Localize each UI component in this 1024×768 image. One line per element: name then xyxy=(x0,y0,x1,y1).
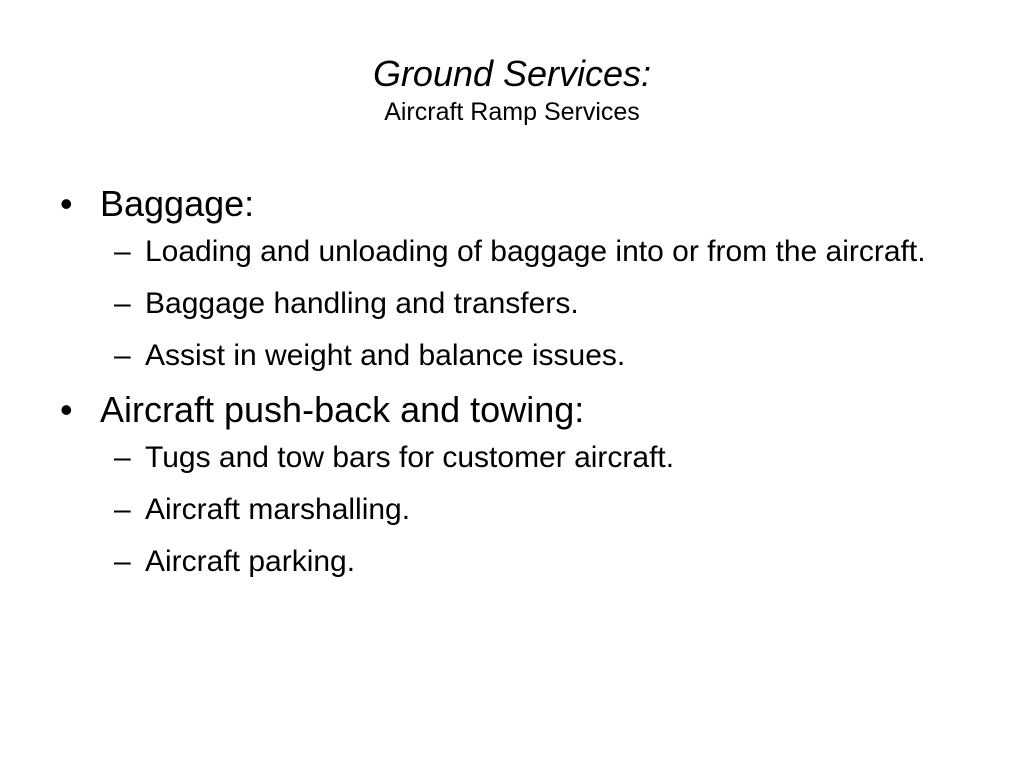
sub-bullet xyxy=(60,542,960,582)
dash-icon: – xyxy=(114,235,131,268)
slide-content xyxy=(60,182,960,594)
sub-bullet xyxy=(60,336,960,376)
dash-icon: – xyxy=(114,287,131,320)
slide-title: Ground Services: xyxy=(372,53,652,94)
bullet-icon: • xyxy=(60,183,73,224)
sub-bullet-text: Loading and unloading of baggage into or from the aircraft. xyxy=(145,235,926,268)
sub-bullet xyxy=(60,438,960,478)
sub-bullet-text: Baggage handling and transfers. xyxy=(145,287,579,320)
bullet-baggage xyxy=(60,182,960,226)
dash-icon: – xyxy=(114,545,131,578)
dash-icon: – xyxy=(114,493,131,526)
dash-icon: – xyxy=(114,441,131,474)
sub-list-baggage xyxy=(60,232,960,376)
dash-icon: – xyxy=(114,339,131,372)
bullet-icon: • xyxy=(60,389,73,430)
sub-bullet-text: Aircraft parking. xyxy=(145,545,356,578)
sub-bullet xyxy=(60,490,960,530)
title-block xyxy=(0,52,1024,128)
bullet-pushback-towing xyxy=(60,388,960,432)
sub-list-pushback-towing xyxy=(60,438,960,582)
sub-bullet xyxy=(60,232,960,272)
sub-bullet-text: Tugs and tow bars for customer aircraft. xyxy=(145,441,675,474)
bullet-text: Baggage: xyxy=(100,183,255,224)
bullet-text: Aircraft push-back and towing: xyxy=(100,389,585,430)
sub-bullet-text: Aircraft marshalling. xyxy=(145,493,411,526)
sub-bullet xyxy=(60,284,960,324)
sub-bullet-text: Assist in weight and balance issues. xyxy=(145,339,626,372)
slide-subtitle: Aircraft Ramp Services xyxy=(384,98,640,126)
